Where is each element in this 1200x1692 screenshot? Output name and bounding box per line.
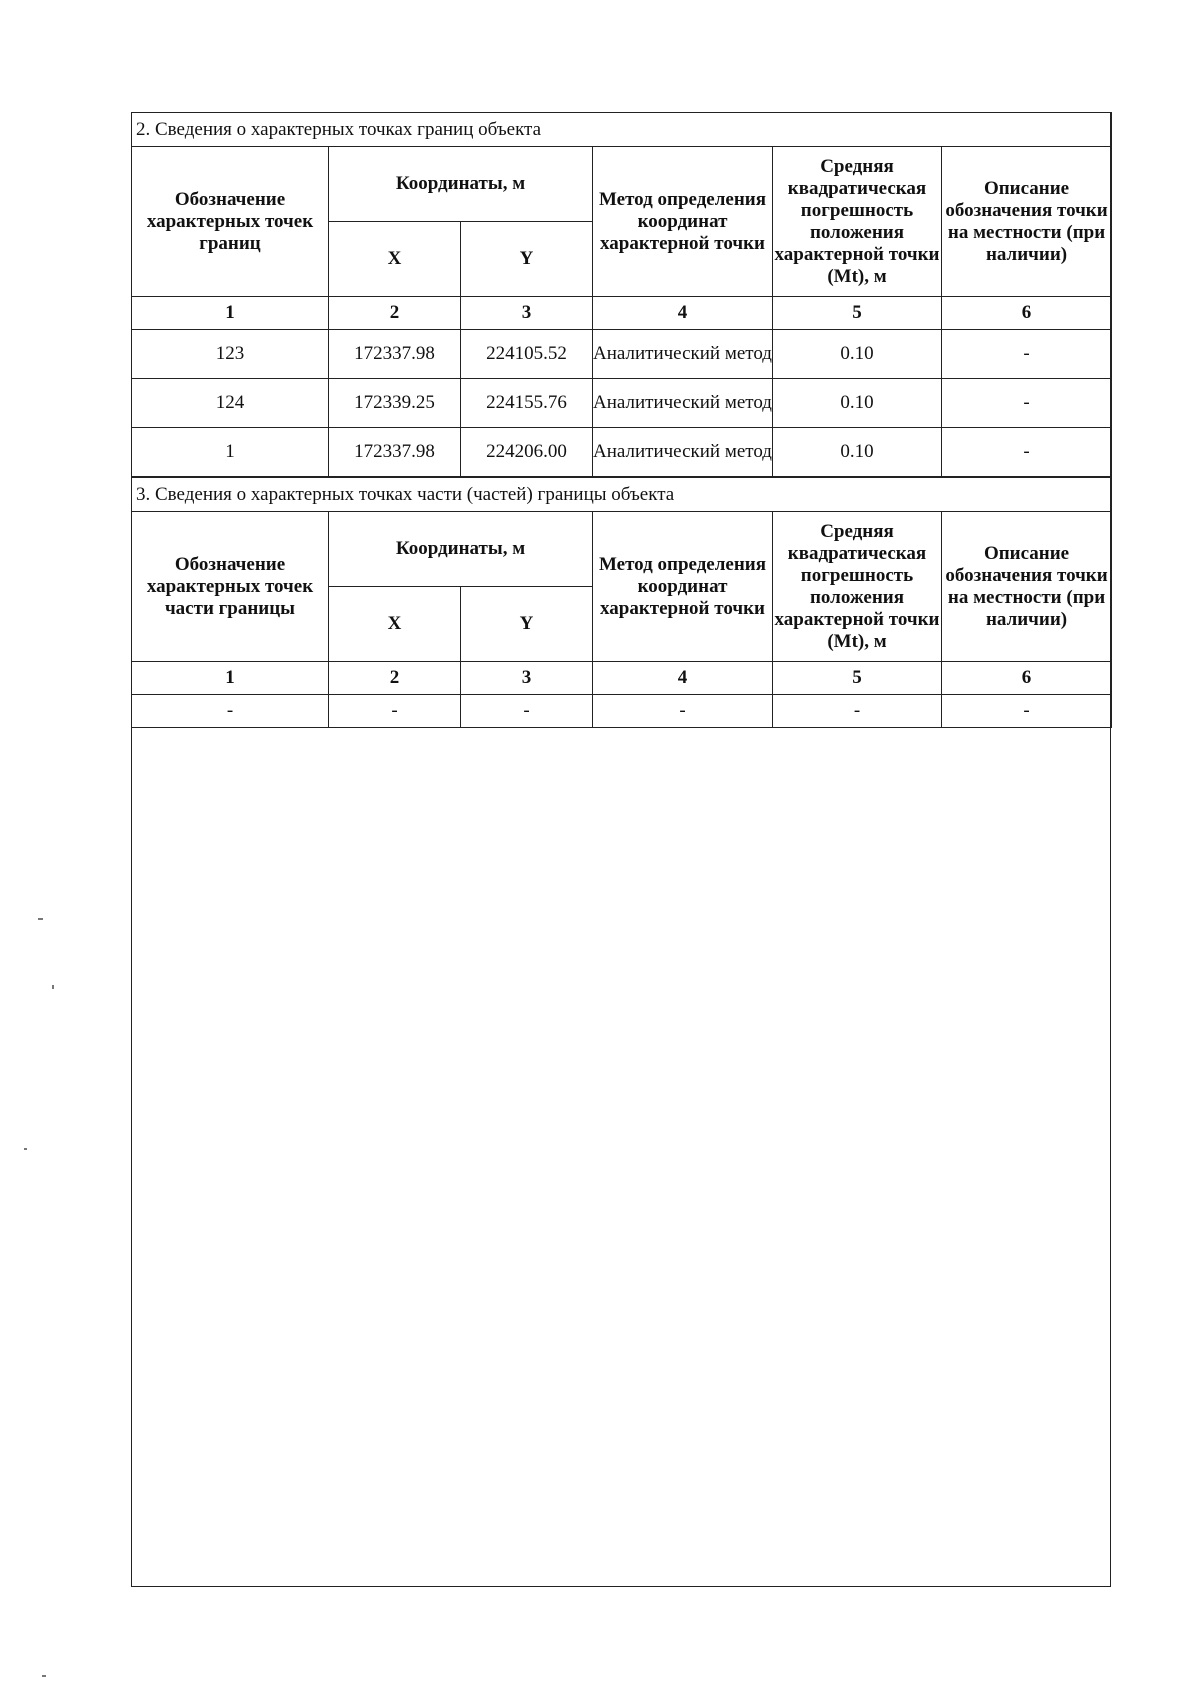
scan-speck: [42, 1675, 46, 1677]
column-number: 2: [329, 297, 461, 330]
column-number: 1: [132, 297, 329, 330]
table-row: [132, 379, 1112, 428]
coord-x: 172339.25: [329, 379, 461, 428]
scan-speck: [24, 1148, 27, 1150]
coord-y: 224206.00: [461, 428, 593, 477]
coord-y: 224105.52: [461, 330, 593, 379]
table-row: [132, 695, 1112, 728]
column-number: 6: [942, 662, 1112, 695]
point-id: 124: [132, 379, 329, 428]
column-number: 1: [132, 662, 329, 695]
coord-y: 224155.76: [461, 379, 593, 428]
header-description: Описание обозначения точки на местности (при наличии): [942, 512, 1112, 662]
header-coordinates: Координаты, м: [329, 512, 593, 587]
coord-x: 172337.98: [329, 428, 461, 477]
header-point-designation: Обозначение характерных точек части границы: [132, 512, 329, 662]
column-number: 6: [942, 297, 1112, 330]
table-row: [132, 428, 1112, 477]
column-number: 4: [593, 662, 773, 695]
empty-cell: -: [329, 695, 461, 728]
empty-cell: -: [461, 695, 593, 728]
method: Аналитический метод: [593, 379, 773, 428]
column-number: 2: [329, 662, 461, 695]
method: Аналитический метод: [593, 428, 773, 477]
column-number: 5: [773, 297, 942, 330]
empty-cell: -: [593, 695, 773, 728]
header-y: Y: [461, 222, 593, 297]
description: -: [942, 428, 1112, 477]
mt-value: 0.10: [773, 428, 942, 477]
mt-value: 0.10: [773, 330, 942, 379]
column-number-row: [132, 662, 1112, 695]
section3-title: 3. Сведения о характерных точках части (частей) границы объекта: [132, 478, 1112, 512]
header-mean-square-error: Средняя квадратическая погрешность положения характерной точки (Mt), м: [773, 147, 942, 297]
scan-speck: [38, 918, 43, 920]
column-number-row: [132, 297, 1112, 330]
empty-cell: -: [132, 695, 329, 728]
header-description: Описание обозначения точки на местности (при наличии): [942, 147, 1112, 297]
header-coordinates: Координаты, м: [329, 147, 593, 222]
scan-speck: [52, 985, 54, 989]
section2-title: 2. Сведения о характерных точках границ объекта: [132, 113, 1112, 147]
method: Аналитический метод: [593, 330, 773, 379]
mt-value: 0.10: [773, 379, 942, 428]
point-id: 123: [132, 330, 329, 379]
coord-x: 172337.98: [329, 330, 461, 379]
column-number: 4: [593, 297, 773, 330]
header-mean-square-error: Средняя квадратическая погрешность положения характерной точки (Mt), м: [773, 512, 942, 662]
section3-table: [131, 477, 1112, 728]
point-id: 1: [132, 428, 329, 477]
empty-cell: -: [773, 695, 942, 728]
header-method: Метод определения координат характерной точки: [593, 512, 773, 662]
empty-cell: -: [942, 695, 1112, 728]
column-number: 3: [461, 662, 593, 695]
column-number: 5: [773, 662, 942, 695]
description: -: [942, 379, 1112, 428]
header-x: X: [329, 222, 461, 297]
header-x: X: [329, 587, 461, 662]
description: -: [942, 330, 1112, 379]
header-y: Y: [461, 587, 593, 662]
header-method: Метод определения координат характерной точки: [593, 147, 773, 297]
header-point-designation: Обозначение характерных точек границ: [132, 147, 329, 297]
section2-table: [131, 112, 1112, 477]
table-row: [132, 330, 1112, 379]
column-number: 3: [461, 297, 593, 330]
